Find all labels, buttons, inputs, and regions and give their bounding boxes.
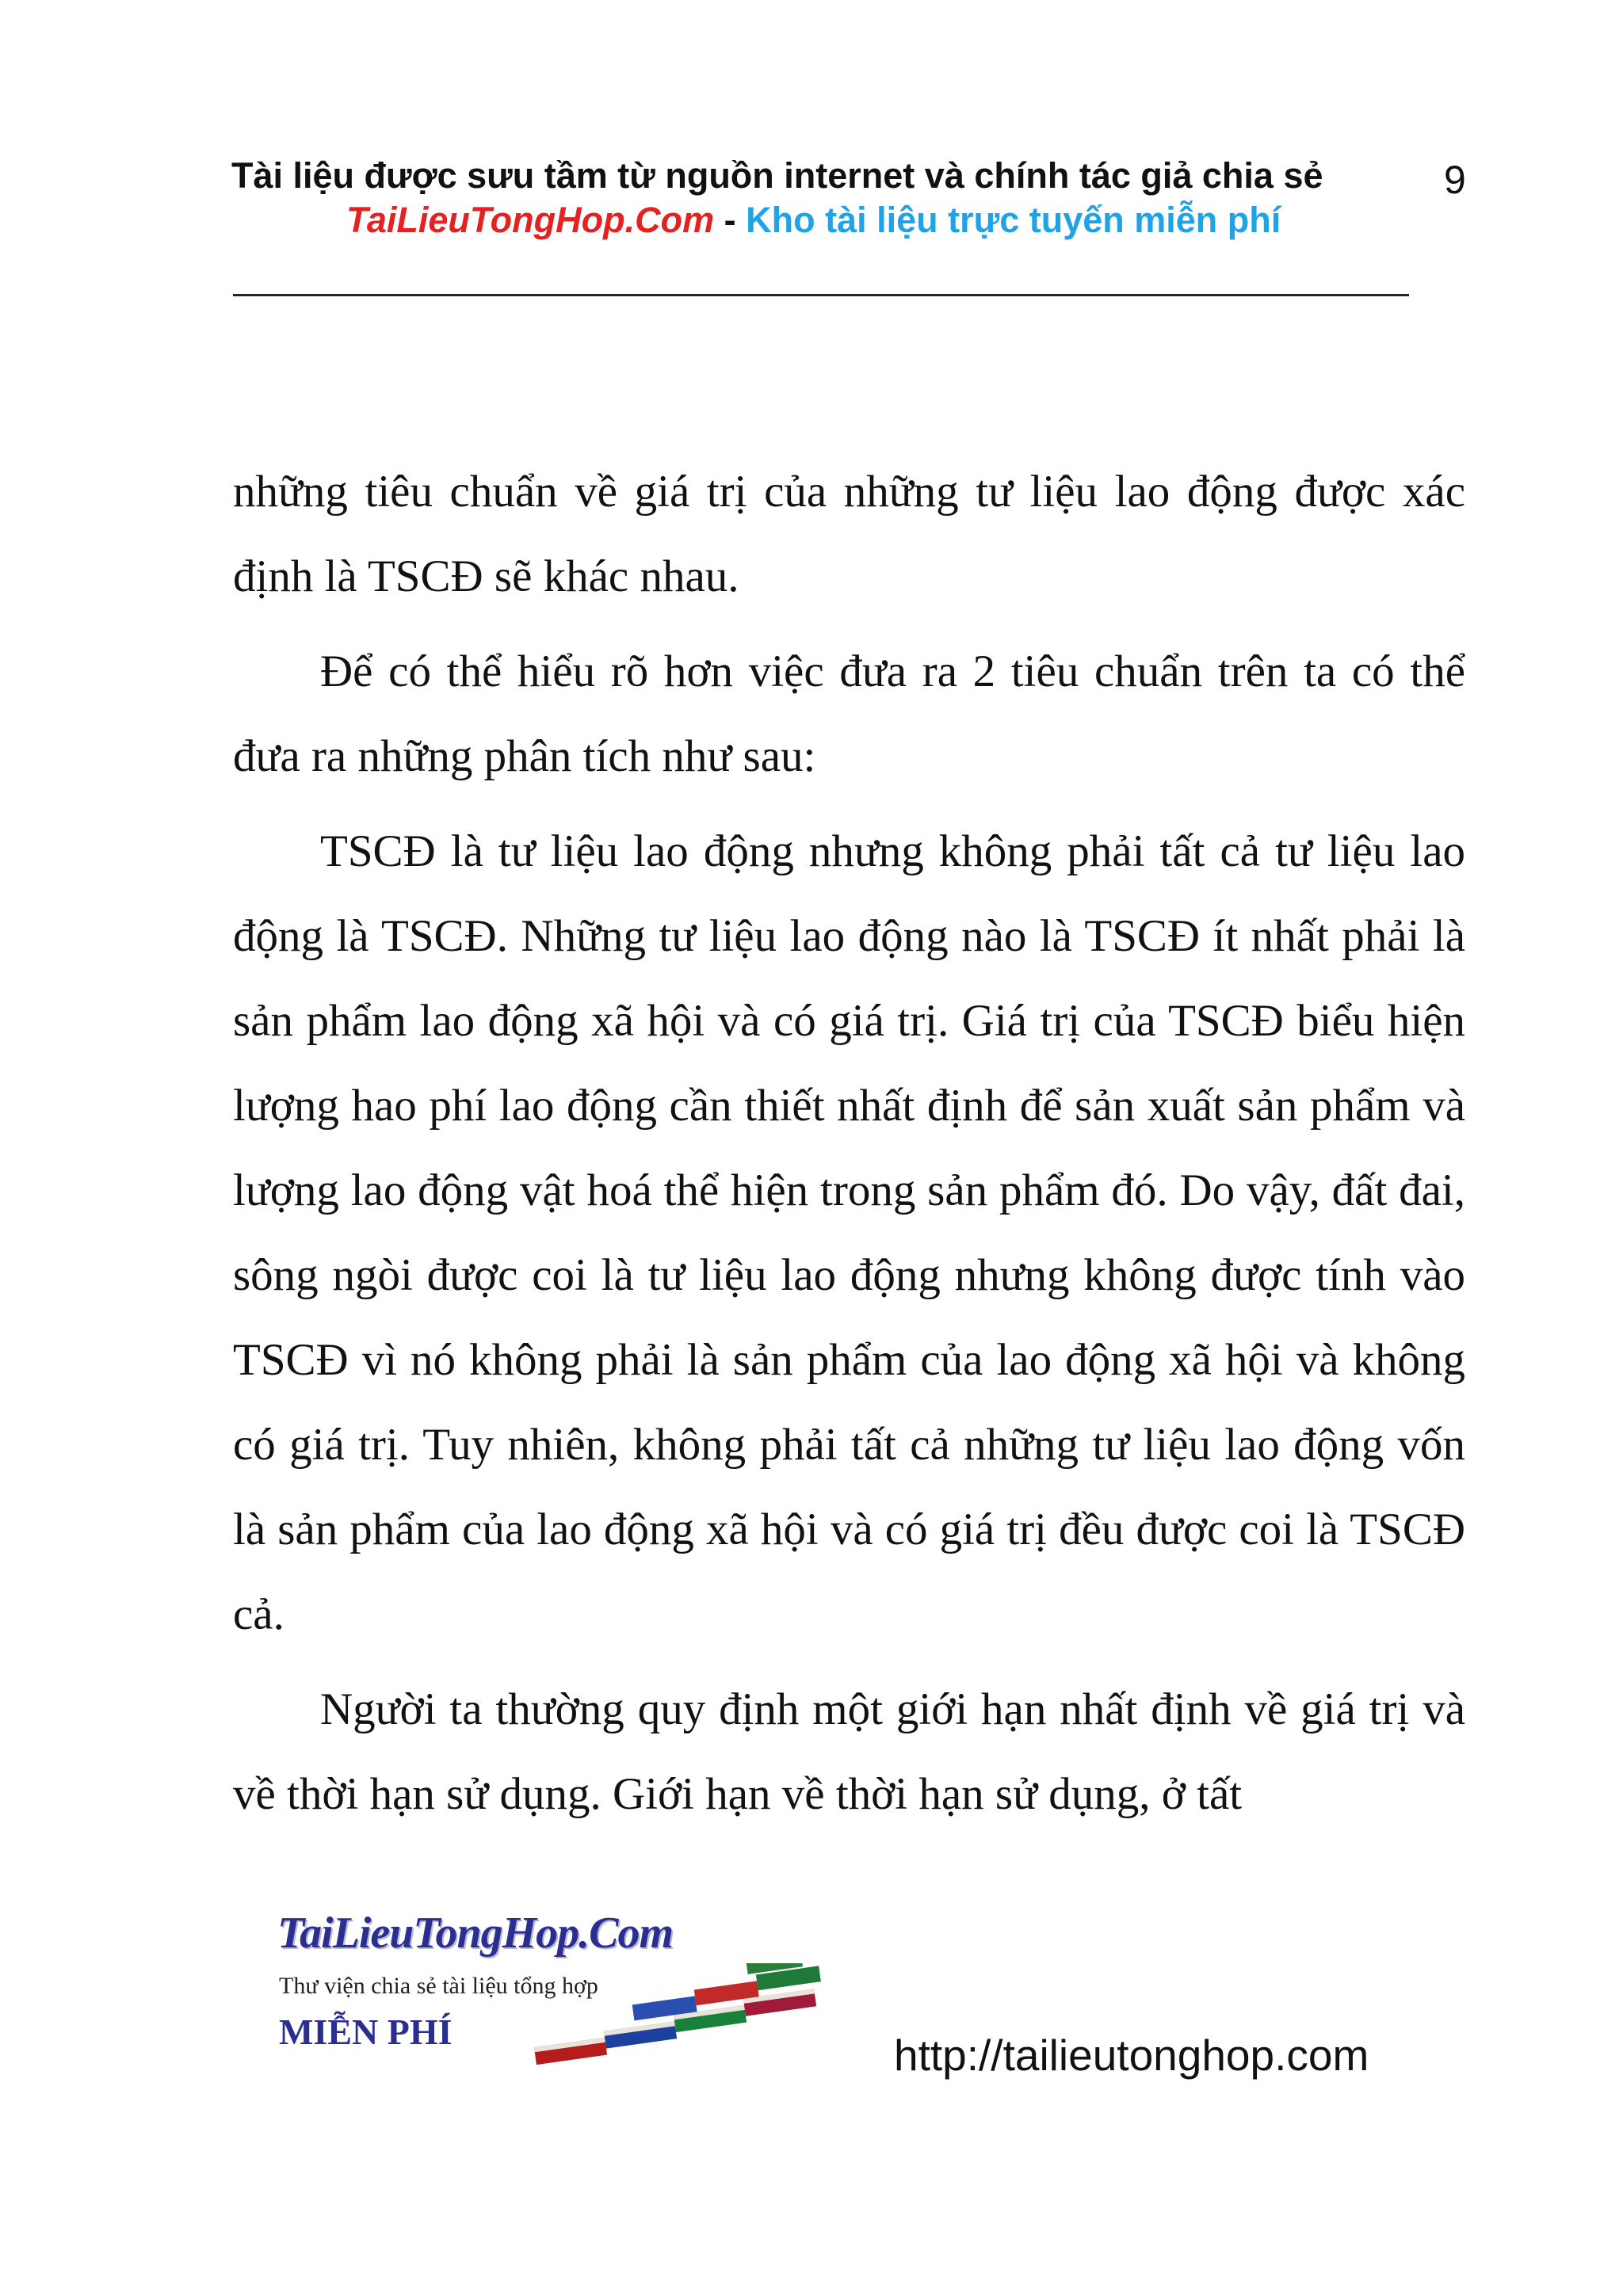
books-icon bbox=[515, 1963, 848, 2066]
document-body bbox=[233, 449, 1465, 1847]
logo-subtitle: Thư viện chia sẻ tài liệu tổng hợp bbox=[279, 1973, 598, 1999]
header-separator: - bbox=[714, 200, 747, 240]
paragraph: Người ta thường quy định một giới hạn nhất định về giá trị và về thời hạn sử dụng. Giới hạn về thời hạn sử dụng, ở tất bbox=[233, 1684, 1465, 1819]
logo-free-label: MIỄN PHÍ bbox=[279, 2012, 453, 2052]
paragraph: TSCĐ là tư liệu lao động nhưng không phải tất cả tư liệu lao động là TSCĐ. Những tư liệu lao động nào là TSCĐ ít nhất phải là sản phẩm lao động xã hội và có giá trị. Giá trị của TSCĐ biểu hiện lượng hao phí lao động cần thiết nhất định để sản xuất sản phẩm và lượng lao động vật hoá thể hiện trong sản phẩm đó. Do vậy, đất đai, sông ngòi được coi là tư liệu lao động nhưng không được tính vào TSCĐ vì nó không phải là sản phẩm của lao động xã hội và không có giá trị. Tuy nhiên, không phải tất cả những tư liệu lao động vốn là sản phẩm của lao động xã hội và có giá trị đều được coi là TSCĐ cả. bbox=[233, 826, 1465, 1639]
paragraph: những tiêu chuẩn về giá trị của những tư liệu lao động được xác định là TSCĐ sẽ khác nhau. bbox=[233, 467, 1465, 601]
page-number: 9 bbox=[1444, 158, 1466, 202]
footer-url-link[interactable]: http://tailieutonghop.com bbox=[894, 2031, 1369, 2080]
header-site-name[interactable]: TaiLieuTongHop.Com bbox=[346, 200, 715, 240]
header-divider bbox=[233, 294, 1409, 296]
paragraph: Để có thể hiểu rõ hơn việc đưa ra 2 tiêu chuẩn trên ta có thể đưa ra những phân tích như sau: bbox=[233, 646, 1465, 781]
site-logo[interactable] bbox=[277, 1908, 896, 2066]
logo-title: TaiLieuTongHop.Com bbox=[277, 1909, 674, 1958]
header-site-line bbox=[346, 200, 1281, 241]
header-source-note: Tài liệu được sưu tầm từ nguồn internet và chính tác giả chia sẻ bbox=[231, 155, 1323, 196]
header-tagline: Kho tài liệu trực tuyến miễn phí bbox=[746, 200, 1281, 240]
